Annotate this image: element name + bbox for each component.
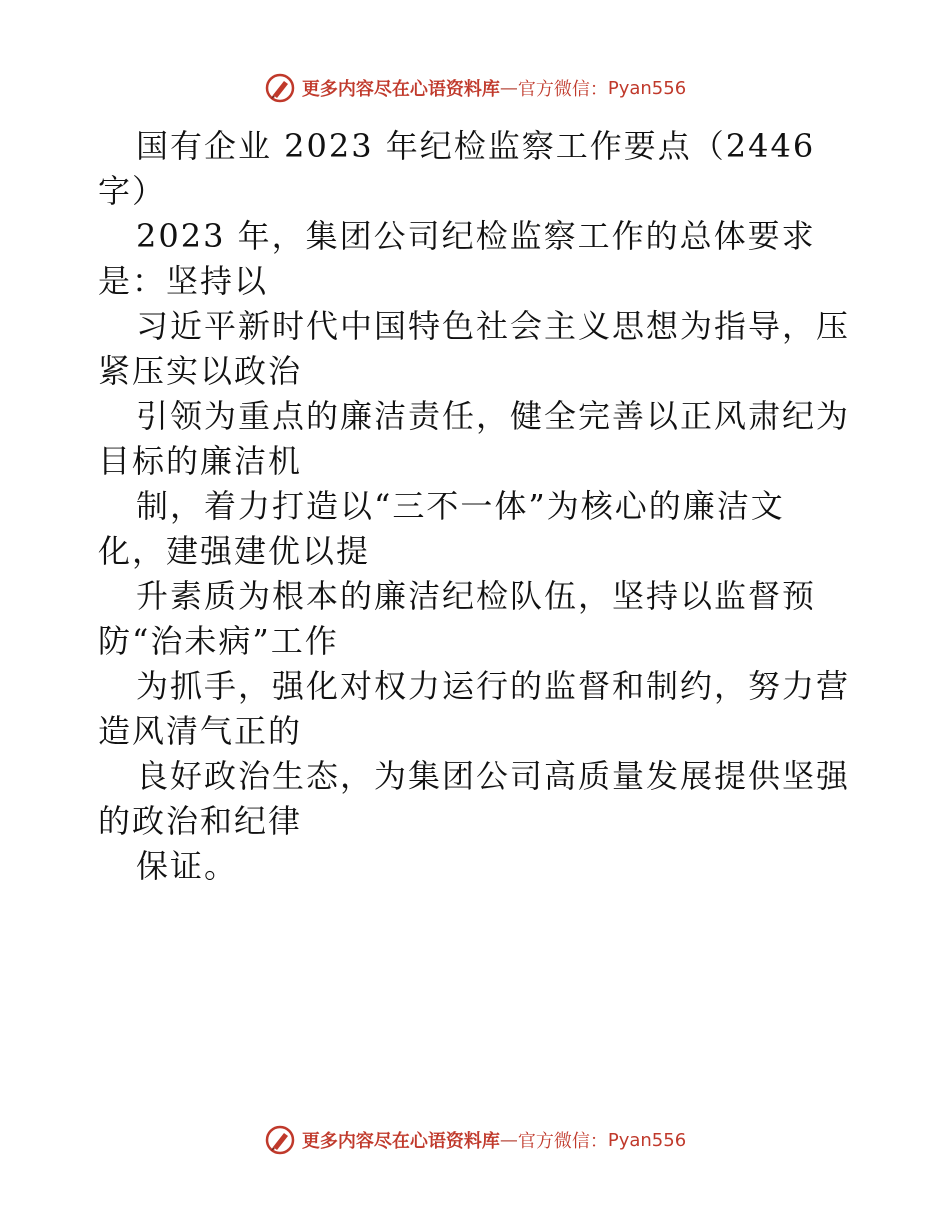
watermark-wechat-id: Pyan556 (607, 77, 687, 99)
paragraph (98, 574, 858, 664)
paragraph-line: 引领为重点的廉洁责任，健全完善以正风肃纪为 (136, 397, 851, 435)
watermark-dash: — (499, 77, 518, 99)
paragraph-line: 为抓手，强化对权力运行的监督和制约，努力营 (136, 667, 851, 705)
paragraph (98, 844, 858, 889)
paragraph-line: 保证。 (136, 847, 239, 885)
paragraph-line: 习近平新时代中国特色社会主义思想为指导，压 (136, 307, 851, 345)
paragraph (98, 754, 858, 844)
pen-logo-icon (264, 72, 296, 104)
paragraph (98, 484, 858, 574)
paragraph (98, 214, 858, 304)
pen-logo-icon (264, 1124, 296, 1156)
paragraph-line: 制，着力打造以“三不一体”为核心的廉洁文 (136, 487, 785, 525)
paragraph-line: 紧压实以政治 (98, 352, 303, 390)
paragraph-line: 造风清气正的 (98, 712, 303, 750)
paragraph-line: 国有企业 2023 年纪检监察工作要点（2446 (136, 127, 816, 165)
paragraph-line: 的政治和纪律 (98, 802, 303, 840)
footer-watermark (0, 1122, 950, 1158)
paragraph-line: 2023 年，集团公司纪检监察工作的总体要求 (136, 217, 816, 255)
paragraph-line: 字） (98, 172, 167, 210)
paragraph-line: 升素质为根本的廉洁纪检队伍，坚持以监督预 (136, 577, 817, 615)
paragraph (98, 394, 858, 484)
paragraph (98, 664, 858, 754)
paragraph-line: 防“治未病”工作 (98, 622, 339, 660)
paragraph (98, 304, 858, 394)
document-title (98, 124, 858, 214)
paragraph-line: 目标的廉洁机 (98, 442, 303, 480)
paragraph-line: 化，建强建优以提 (98, 532, 371, 570)
paragraph-line: 是：坚持以 (98, 262, 269, 300)
header-watermark (0, 70, 950, 106)
document-body (98, 124, 858, 889)
watermark-suffix: 官方微信： (517, 79, 608, 100)
watermark-dash: — (499, 1129, 518, 1151)
watermark-suffix: 官方微信： (517, 1131, 608, 1152)
watermark-wechat-id: Pyan556 (607, 1129, 687, 1151)
watermark-main-text: 更多内容尽在心语资料库 (301, 79, 500, 100)
paragraph-line: 良好政治生态，为集团公司高质量发展提供坚强 (136, 757, 851, 795)
watermark-main-text: 更多内容尽在心语资料库 (301, 1131, 500, 1152)
